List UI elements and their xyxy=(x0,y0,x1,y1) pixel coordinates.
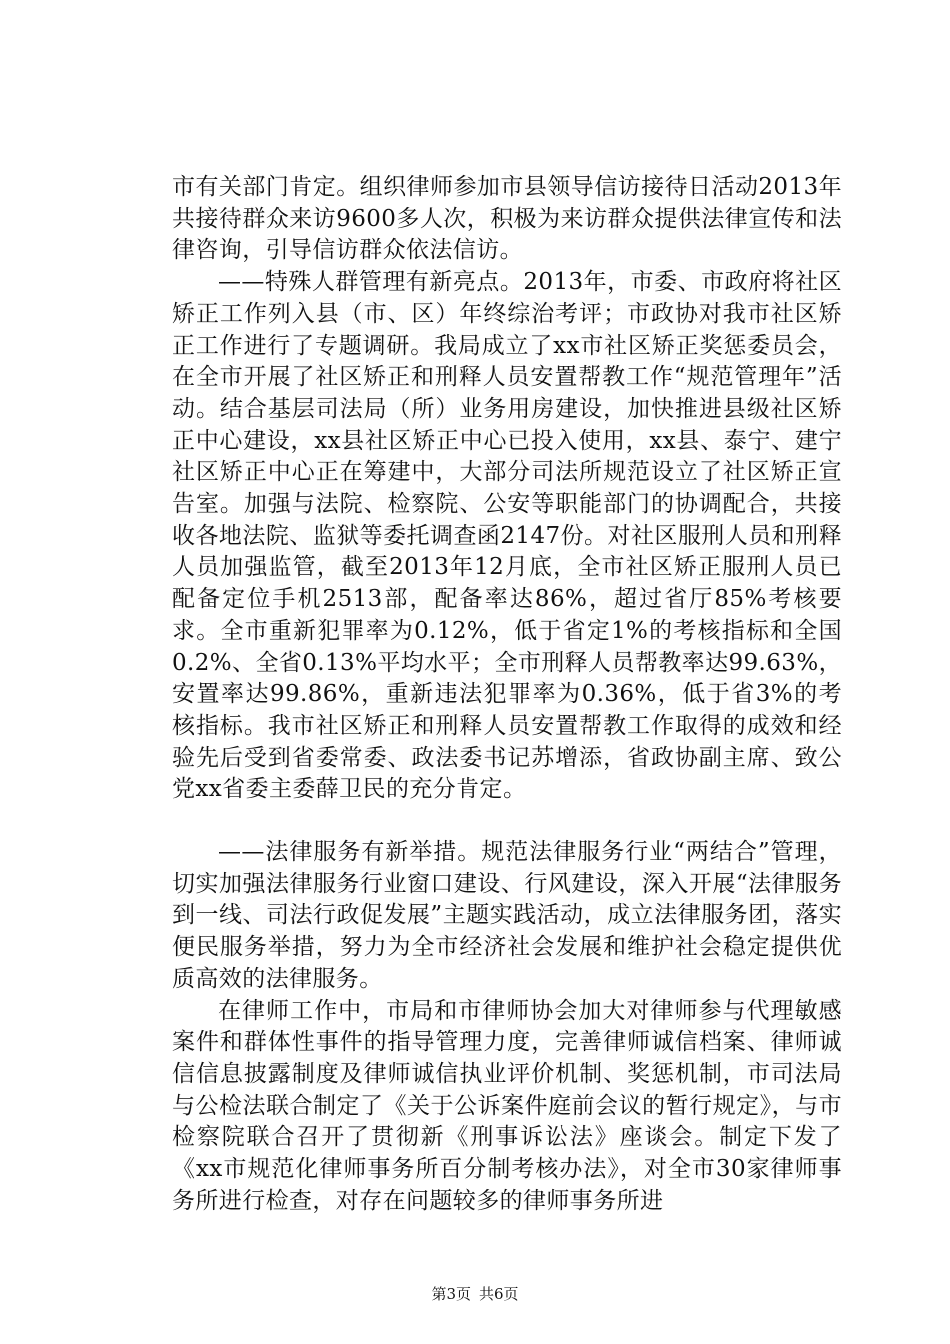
page-total: 共6页 xyxy=(479,1285,519,1303)
paragraph-petition-reception: 市有关部门肯定。组织律师参加市县领导信访接待日活动2013年共接待群众来访9600多人次，积极为来访群众提供法律宣传和法律咨询，引导信访群众依法信访。 xyxy=(172,174,842,264)
paragraph-lawyer-work: 在律师工作中，市局和市律师协会加大对律师参与代理敏感案件和群体性事件的指导管理力度，完善律师诚信档案、律师诚信信息披露制度及律师诚信执业评价机制、奖惩机制，市司法局与公检法联合制定了《关于公诉案件庭前会议的暂行规定》，与市检察院联合召开了贯彻新《刑事诉讼法》座谈会。制定下发了《xx市规范化律师事务所百分制考核办法》，对全市30家律师事务所进行检查，对存在问题较多的律师事务所进 xyxy=(172,997,842,1214)
page-number: 第3页 xyxy=(431,1285,471,1303)
paragraph-legal-services: ——法律服务有新举措。规范法律服务行业“两结合”管理，切实加强法律服务行业窗口建设、行风建设，深入开展“法律服务到一线、司法行政促发展”主题实践活动，成立法律服务团，落实便民服务举措，努力为全市经济社会发展和维护社会稳定提供优质高效的法律服务。 xyxy=(172,839,842,992)
document-body xyxy=(172,172,842,1218)
paragraph-special-population: ——特殊人群管理有新亮点。2013年，市委、市政府将社区矫正工作列入县（市、区）年终综治考评；市政协对我市社区矫正工作进行了专题调研。我局成立了xx市社区矫正奖惩委员会，在全市开展了社区矫正和刑释人员安置帮教工作“规范管理年”活动。结合基层司法局（所）业务用房建设，加快推进县级社区矫正中心建设，xx县社区矫正中心已投入使用，xx县、泰宁、建宁社区矫正中心正在筹建中，大部分司法所规范设立了社区矫正宣告室。加强与法院、检察院、公安等职能部门的协调配合，共接收各地法院、监狱等委托调查函2147份。对社区服刑人员和刑释人员加强监管，截至2013年12月底，全市社区矫正服刑人员已配备定位手机2513部，配备率达86%，超过省厅85%考核要求。全市重新犯罪率为0.12%，低于省定1%的考核指标和全国0.2%、全省0.13%平均水平；全市刑释人员帮教率达99.63%，安置率达99.86%，重新违法犯罪率为0.36%，低于省3%的考核指标。我市社区矫正和刑释人员安置帮教工作取得的成效和经验先后受到省委常委、政法委书记苏增添，省政协副主席、致公党xx省委主委薛卫民的充分肯定。 xyxy=(172,269,842,803)
page-footer xyxy=(0,1284,950,1304)
